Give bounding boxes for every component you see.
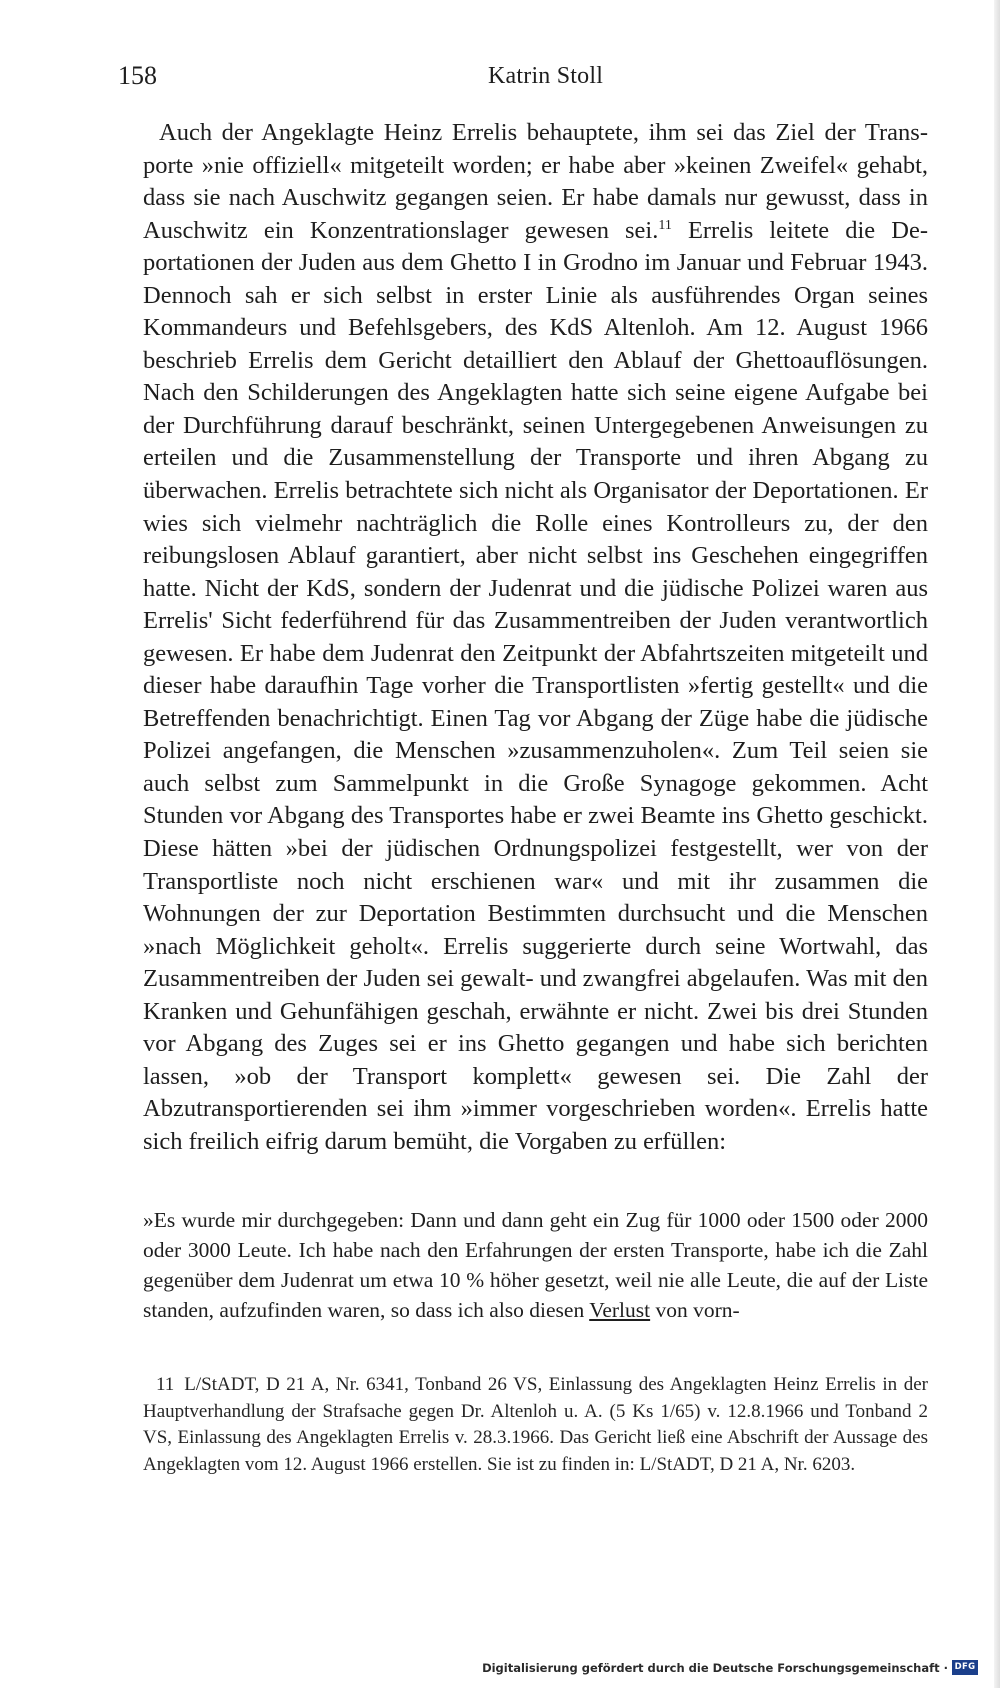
running-head: Katrin Stoll xyxy=(488,63,604,89)
quote-text-after: von vorn- xyxy=(650,1298,740,1322)
quote-underlined-word: Verlust xyxy=(589,1298,651,1322)
dfg-logo: DFG xyxy=(952,1660,978,1675)
page-number: 158 xyxy=(118,61,157,90)
quote-text-before: »Es wurde mir durchgegeben: Dann und dann geht ein Zug für 1000 oder 1500 oder 2000 oder 3000 Leute. Ich habe nach den Erfahrungen der ersten Transporte, habe ich die Zahl gegenüber dem Judenrat um etwa 10 % höher gesetzt, weil nie alle Leute, die auf der Liste standen, aufzufinden waren, so dass ich also diesen xyxy=(143,1208,928,1322)
footnote xyxy=(143,1372,928,1478)
digitization-note: Digitalisierung gefördert durch die Deutsche Forschungsgemeinschaft · xyxy=(482,1661,948,1675)
body-text-part-1: Auch der Angeklagte Heinz Errelis behauptete, ihm sei das Ziel der Transporte »nie offiziell« mitgeteilt worden; er habe aber »keinen Zweifel« gehabt, dass sie nach Auschwitz gegangen seien. Er habe damals nur gewusst, dass in Auschwitz ein Konzentrationslager gewesen sei. xyxy=(143,119,928,244)
page-edge-shadow xyxy=(994,0,1000,1688)
footnote-reference[interactable]: 11 xyxy=(658,217,672,233)
body-paragraph xyxy=(143,117,928,1159)
body-text-part-2: Errelis leitete die Deportationen der Juden aus dem Ghetto I in Grodno im Januar und Februar 1943. Dennoch sah er sich selbst in erster Linie als ausführendes Organ seines Kommandeurs und Befehlsgebers, des KdS Altenloh. Am 12. August 1966 beschrieb Errelis dem Gericht detailliert den Ablauf der Ghettoauflösungen. Nach den Schilderungen des Angeklagten hatte sich seine eigene Aufgabe bei der Durchführung darauf beschränkt, seinen Untergegebenen Anweisungen zu erteilen und die Zusammenstellung der Transporte und ihren Abgang zu überwachen. Errelis betrachtete sich nicht als Organisator der Deportationen. Er wies sich vielmehr nachträglich die Rolle eines Kontrolleurs zu, der den reibungslosen Ablauf garantiert, aber nicht selbst ins Geschehen eingegriffen hatte. Nicht der KdS, sondern der Judenrat und die jüdische Polizei waren aus Errelis' Sicht federführend für das Zusammentreiben der Juden verantwortlich gewesen. Er habe dem Judenrat den Zeitpunkt der Abfahrtszeiten mitgeteilt und dieser habe daraufhin Tage vorher die Transportlisten »fertig gestellt« und die Betreffenden benachrichtigt. Einen Tag vor Abgang der Züge habe die jüdische Polizei angefangen, die Menschen »zusammenzuholen«. Zum Teil seien sie auch selbst zum Sammelpunkt in die Große Synagoge gekommen. Acht Stunden vor Abgang des Transportes habe er zwei Beamte ins Ghetto geschickt. Diese hätten »bei der jüdischen Ordnungspolizei festgestellt, wer von der Transportliste noch nicht erschienen war« und mit ihr zusammen die Wohnungen der zur Deportation Bestimmten durchsucht und die Menschen »nach Möglichkeit geholt«. Errelis suggerierte durch seine Wortwahl, das Zusammentreiben der Juden sei gewalt- und zwangfrei abgelaufen. Was mit den Kranken und Gehunfähigen geschah, erwähnte er nicht. Zwei bis drei Stunden vor Abgang des Zuges sei er ins Ghetto gegangen und habe sich berichten lassen, »ob der Transport komplett« gewesen sei. Die Zahl der Abzutransportierenden sei ihm »immer vorgeschrieben worden«. Errelis hatte sich freilich eifrig darum bemüht, die Vorgaben zu erfüllen: xyxy=(143,216,928,1155)
footnote-text: L/StADT, D 21 A, Nr. 6341, Tonband 26 VS, Einlassung des Angeklagten Heinz Errelis in der Hauptverhandlung der Strafsache gegen Dr. Altenloh u. A. (5 Ks 1/65) v. 12.8.1966 und Tonband 2 VS, Einlassung des Angeklagten Errelis v. 28.3.1966. Das Gericht ließ eine Abschrift der Aussage des Angeklagten vom 12. August 1966 erstellen. Sie ist zu finden in: L/StADT, D 21 A, Nr. 6203. xyxy=(143,1374,928,1475)
page-header xyxy=(118,56,928,96)
footnote-number: 11 xyxy=(156,1374,175,1395)
block-quote xyxy=(143,1205,928,1325)
